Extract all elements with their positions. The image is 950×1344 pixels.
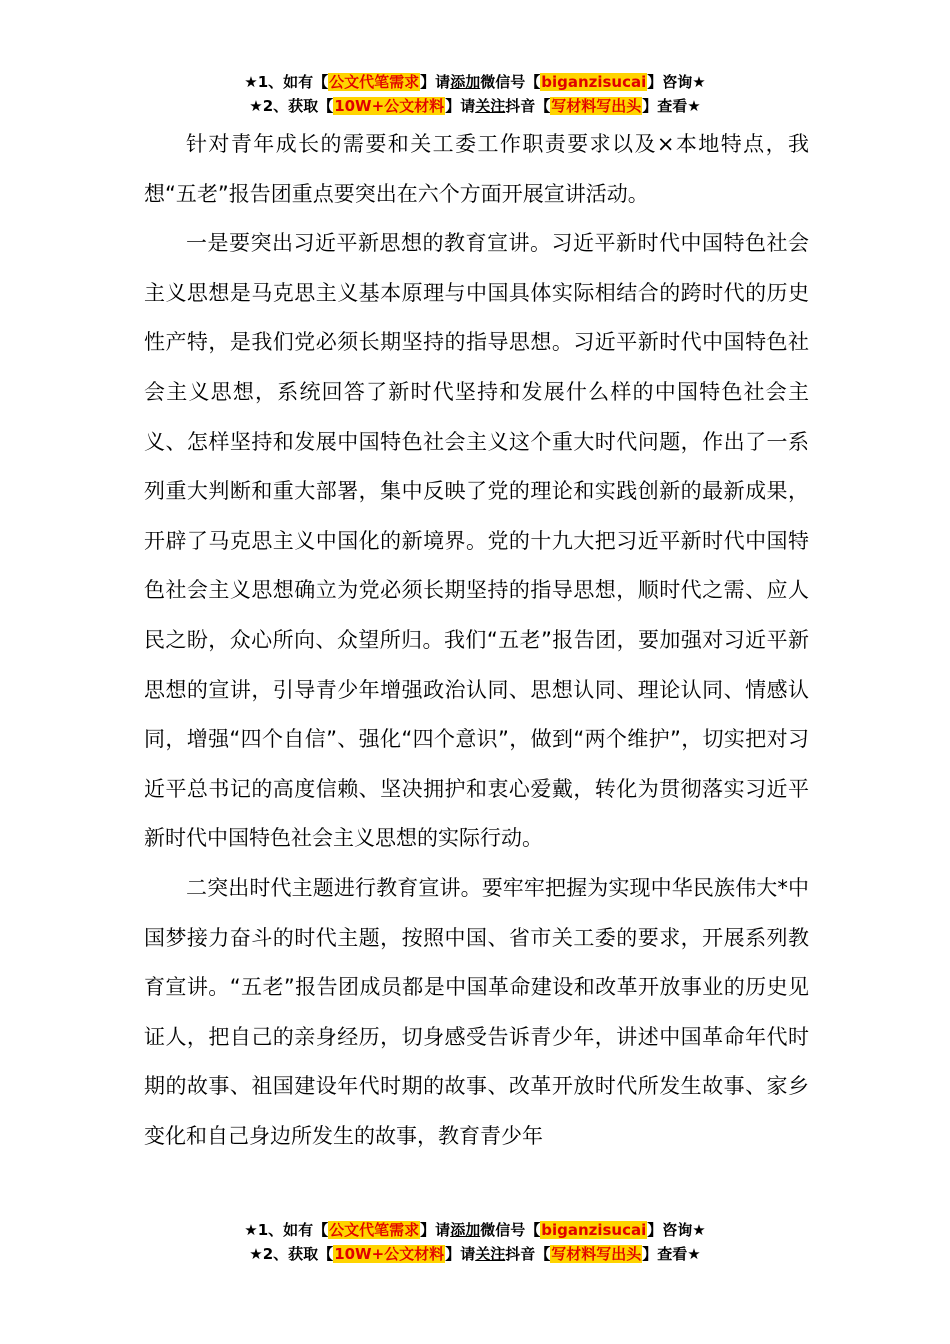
underlined-text: 添加	[450, 73, 481, 91]
banner-text: 微信号【	[480, 73, 541, 91]
banner-text: 】请	[445, 1245, 476, 1263]
banner-text: 】查看★	[642, 1245, 701, 1263]
highlight-text: biganzisucai	[541, 1221, 647, 1239]
highlight-text: 公文代笔需求	[329, 73, 420, 91]
banner-text: ★2、获取【	[249, 1245, 334, 1263]
banner-line-1	[0, 70, 950, 94]
banner-text: ★1、如有【	[244, 1221, 329, 1239]
paragraph-first-point: 一是要突出习近平新思想的教育宣讲。习近平新时代中国特色社会主义思想是马克思主义基本原理与中国具体实际相结合的跨时代的历史性产特，是我们党必须长期坚持的指导思想。习近平新时代中国特色社会主义思想，系统回答了新时代坚持和发展什么样的中国特色社会主义、怎样坚持和发展中国特色社会主义这个重大时代问题，作出了一系列重大判断和重大部署，集中反映了党的理论和实践创新的最新成果，开辟了马克思主义中国化的新境界。党的十九大把习近平新时代中国特色社会主义思想确立为党必须长期坚持的指导思想，顺时代之需、应人民之盼，众心所向、众望所归。我们“五老”报告团，要加强对习近平新思想的宣讲，引导青少年增强政治认同、思想认同、理论认同、情感认同，增强“四个自信”、强化“四个意识”，做到“两个维护”，切实把对习近平总书记的高度信赖、坚决拥护和衷心爱戴，转化为贯彻落实习近平新时代中国特色社会主义思想的实际行动。	[144, 231, 809, 851]
banner-text: ★1、如有【	[244, 73, 329, 91]
banner-line-1	[0, 1218, 950, 1242]
banner-text: 微信号【	[480, 1221, 541, 1239]
highlight-text: 10W+公文材料	[334, 97, 445, 115]
highlight-text: 10W+公文材料	[334, 1245, 445, 1263]
highlight-text: 写材料写出头	[551, 97, 642, 115]
banner-text: 】请	[445, 97, 476, 115]
paragraph-intro: 针对青年成长的需要和关工委工作职责要求以及×本地特点，我想“五老”报告团重点要突出在六个方面开展宣讲活动。	[144, 132, 809, 206]
banner-text: 】查看★	[642, 97, 701, 115]
highlight-text: biganzisucai	[541, 73, 647, 91]
banner-text: 】咨询★	[647, 73, 706, 91]
highlight-text: 写材料写出头	[551, 1245, 642, 1263]
document-body	[144, 120, 809, 1161]
banner-text: 】请	[420, 1221, 451, 1239]
underlined-text: 关注	[475, 97, 506, 115]
banner-text: 抖音【	[505, 97, 551, 115]
banner-text: 抖音【	[505, 1245, 551, 1263]
banner-text: 】咨询★	[647, 1221, 706, 1239]
bottom-banner	[0, 1218, 950, 1266]
underlined-text: 添加	[450, 1221, 481, 1239]
banner-line-2	[0, 1242, 950, 1266]
highlight-text: 公文代笔需求	[329, 1221, 420, 1239]
paragraph-second-point: 二突出时代主题进行教育宣讲。要牢牢把握为实现中华民族伟大*中国梦接力奋斗的时代主题，按照中国、省市关工委的要求，开展系列教育宣讲。“五老”报告团成员都是中国革命建设和改革开放事业的历史见证人，把自己的亲身经历，切身感受告诉青少年，讲述中国革命年代时期的故事、祖国建设年代时期的故事、改革开放时代所发生故事、家乡变化和自己身边所发生的故事，教育青少年	[144, 875, 809, 1148]
banner-line-2	[0, 94, 950, 118]
banner-text: ★2、获取【	[249, 97, 334, 115]
underlined-text: 关注	[475, 1245, 506, 1263]
banner-text: 】请	[420, 73, 451, 91]
top-banner	[0, 70, 950, 118]
